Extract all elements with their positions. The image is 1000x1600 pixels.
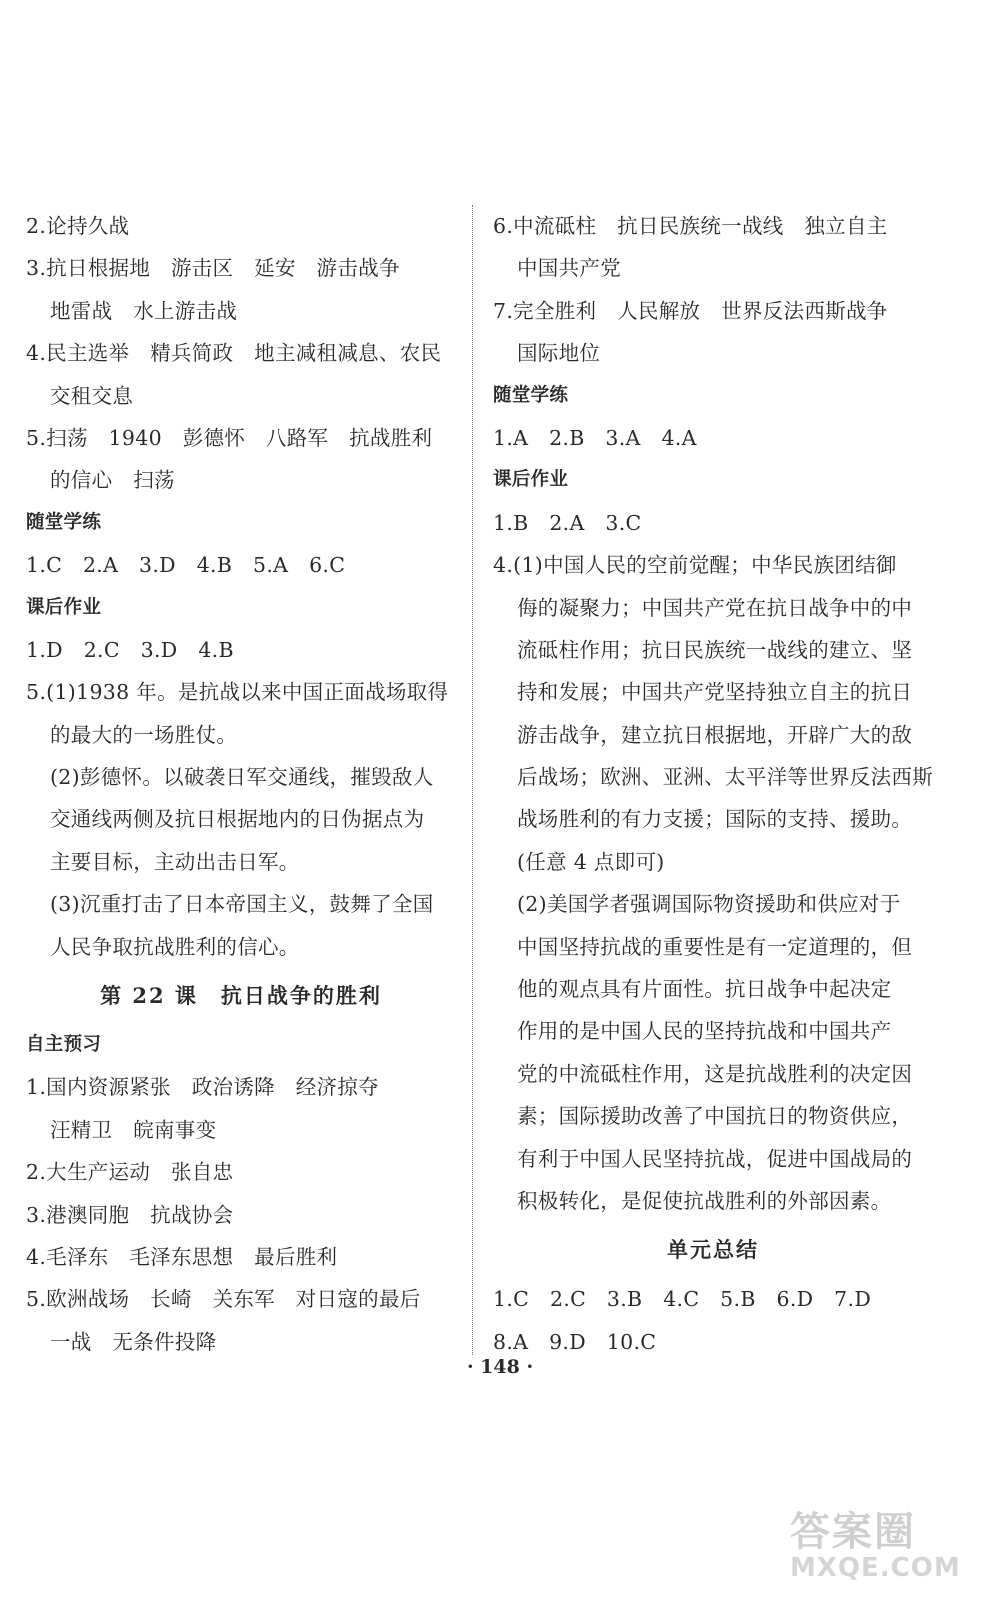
answer-line: 党的中流砥柱作用，这是抗战胜利的决定因 xyxy=(517,1061,913,1086)
answer-line: (2)彭德怀。以破袭日军交通线，摧毁敌人 xyxy=(50,765,434,790)
answer-line: 4.(1)中国人民的空前觉醒；中华民族团结御 xyxy=(493,553,897,578)
answer-line: 7.完全胜利 人民解放 世界反法西斯战争 xyxy=(493,298,888,323)
section-heading: 随堂学练 xyxy=(493,384,569,406)
answer-line: 1.A 2.B 3.A 4.A xyxy=(493,425,697,450)
answer-line: 中国共产党 xyxy=(517,256,621,281)
answer-line: 有利于中国人民坚持抗战，促进中国战局的 xyxy=(517,1146,913,1171)
answer-line: 1.国内资源紧张 政治诱降 经济掠夺 xyxy=(26,1075,379,1100)
answer-line: 地雷战 水上游击战 xyxy=(50,298,238,323)
answer-line: 交通线两侧及抗日根据地内的日伪据点为 xyxy=(50,807,425,832)
answer-line: 交租交息 xyxy=(50,383,134,408)
section-heading: 自主预习 xyxy=(26,1034,102,1056)
answer-line: (任意 4 点即可) xyxy=(517,849,665,874)
watermark-url: MXQE.COM xyxy=(790,1553,961,1583)
answer-line: (3)沉重打击了日本帝国主义，鼓舞了全国 xyxy=(50,892,434,917)
answer-line: 5.(1)1938 年。是抗战以来中国正面战场取得 xyxy=(26,680,449,705)
answer-line: 3.抗日根据地 游击区 延安 游击战争 xyxy=(26,256,400,281)
answer-line: 一战 无条件投降 xyxy=(50,1329,217,1354)
answer-line: 游击战争，建立抗日根据地，开辟广大的敌 xyxy=(517,722,913,747)
answer-line: 素；国际援助改善了中国抗日的物资供应， xyxy=(517,1104,913,1129)
answer-line: 8.A 9.D 10.C xyxy=(493,1329,657,1354)
answer-line: 3.港澳同胞 抗战协会 xyxy=(26,1202,234,1227)
answer-line: 中国坚持抗战的重要性是有一定道理的，但 xyxy=(517,934,913,959)
unit-summary-title: 单元总结 xyxy=(667,1237,759,1263)
left-column xyxy=(26,205,456,1363)
answer-line: 战场胜利的有力支援；国际的支持、援助。 xyxy=(517,807,913,832)
answer-line: 4.民主选举 精兵简政 地主减租减息、农民 xyxy=(26,341,442,366)
answer-line: 6.中流砥柱 抗日民族统一战线 独立自主 xyxy=(493,214,888,238)
answer-line: 2.大生产运动 张自忠 xyxy=(26,1160,234,1185)
answer-line: 的最大的一场胜仗。 xyxy=(50,722,238,747)
section-heading: 课后作业 xyxy=(26,596,102,618)
answer-line: 积极转化，是促使抗战胜利的外部因素。 xyxy=(517,1188,892,1213)
column-divider xyxy=(472,205,473,1355)
answer-line: 1.C 2.A 3.D 4.B 5.A 6.C xyxy=(26,553,346,578)
answer-line: 1.B 2.A 3.C xyxy=(493,510,642,535)
lesson-title: 第 22 课 抗日战争的胜利 xyxy=(100,983,382,1009)
section-heading: 随堂学练 xyxy=(26,511,102,533)
answer-line: 主要目标，主动出击日军。 xyxy=(50,849,300,874)
answer-line: 汪精卫 皖南事变 xyxy=(50,1117,217,1142)
page-number: · 148 · xyxy=(466,1356,534,1378)
answer-line: 5.扫荡 1940 彭德怀 八路军 抗战胜利 xyxy=(26,425,433,450)
section-heading: 课后作业 xyxy=(493,469,569,491)
answer-line: 2.论持久战 xyxy=(26,214,130,238)
watermark-logo xyxy=(790,1500,980,1595)
answer-line: 侮的凝聚力；中国共产党在抗日战争中的中 xyxy=(517,595,913,620)
answer-line: 人民争取抗战胜利的信心。 xyxy=(50,934,300,959)
answer-line: 持和发展；中国共产党坚持独立自主的抗日 xyxy=(517,680,913,705)
answer-line: 1.C 2.C 3.B 4.C 5.B 6.D 7.D xyxy=(493,1287,872,1312)
answer-line: 流砥柱作用；抗日民族统一战线的建立、坚 xyxy=(517,637,913,662)
answer-line: 国际地位 xyxy=(517,341,601,366)
answer-line: (2)美国学者强调国际物资援助和供应对于 xyxy=(517,892,901,917)
answer-line: 后战场；欧洲、亚洲、太平洋等世界反法西斯 xyxy=(517,765,933,790)
watermark-text: 答案圈 xyxy=(790,1509,916,1555)
answer-line: 他的观点具有片面性。抗日战争中起决定 xyxy=(517,977,892,1002)
right-column xyxy=(493,205,933,1363)
answer-line: 作用的是中国人民的坚持抗战和中国共产 xyxy=(517,1019,892,1044)
answer-line: 4.毛泽东 毛泽东思想 最后胜利 xyxy=(26,1244,338,1269)
answer-line: 1.D 2.C 3.D 4.B xyxy=(26,637,234,662)
answer-line: 5.欧洲战场 长崎 关东军 对日寇的最后 xyxy=(26,1287,421,1312)
answer-line: 的信心 扫荡 xyxy=(50,468,175,493)
